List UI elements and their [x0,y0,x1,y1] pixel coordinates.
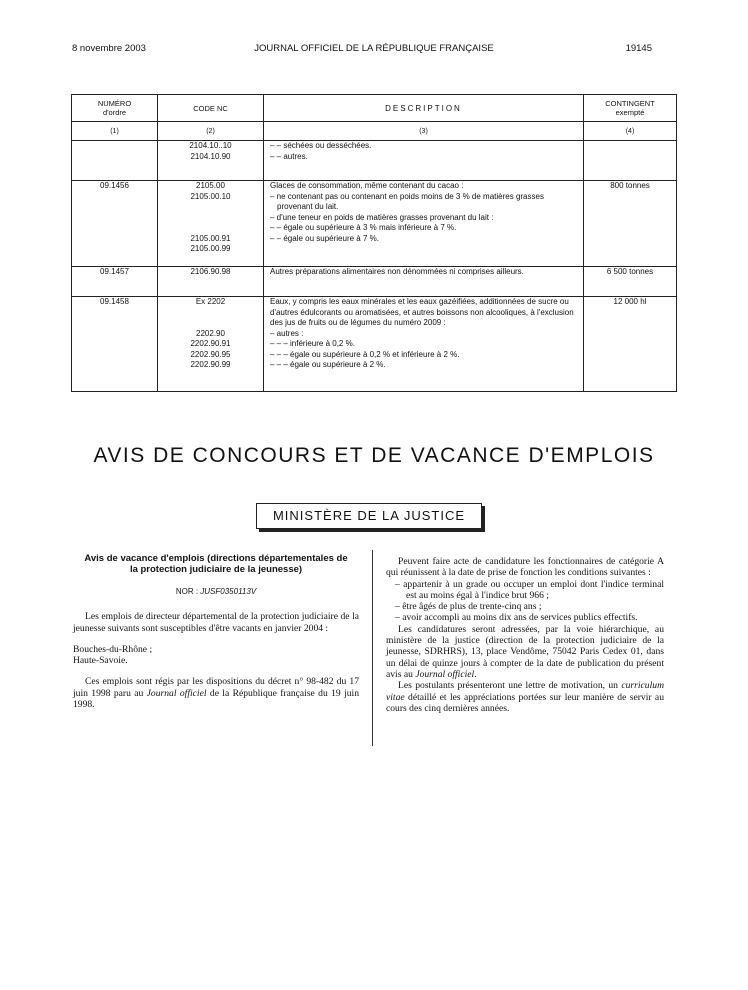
col-number: (3) [264,122,584,141]
col-header-description: DESCRIPTION [264,95,584,122]
code-nc: 2105.00 [196,181,225,190]
code-nc: 2104.10.90 [190,151,231,161]
text-run: . [474,668,477,680]
desc-line: Glaces de consommation, même contenant du cacao : [270,181,464,190]
text-run: détaillé et les appréciations portées sur leur manière de servir au cours des cinq dernières années. [386,691,664,714]
notice-title: Avis de vacance d'emplois (directions départementales de la protection judiciaire de la jeunesse) [84,553,348,575]
text-run: Ces emplois sont régis par les dispositions du décret n° 98-482 du 17 juin 1998 paru au [73,676,359,699]
row-contingent [584,141,677,181]
section-title: AVIS DE CONCOURS ET DE VACANCE D'EMPLOIS [93,444,655,467]
nor-label: NOR : [175,587,201,596]
notice-left-column [73,553,359,710]
row-numero: 09.1458 [72,297,158,392]
text-run-italic: Journal officiel [415,668,475,680]
desc-line: – – – égale ou supérieure à 0,2 % et inférieure à 2 %. [270,349,460,359]
department-item: Bouches-du-Rhône ; [73,643,153,655]
row-description [264,297,584,392]
code-nc: Ex 2202 [195,297,226,306]
column-divider [372,550,373,746]
code-nc: 2106.90.98 [190,267,231,276]
desc-line: Eaux, y compris les eaux minérales et les eaux gazéifiées, additionnées de sucre ou d'autres édulcorants ou aromatisées, et autres boissons non alcooliques, à l'exclusion des jus de fruits ou de légumes du numéro 2009 : [270,297,574,327]
table-row [72,141,677,181]
row-description [264,141,584,181]
notice-paragraph [386,624,664,680]
desc-line: – – égale ou supérieure à 7 %. [270,233,379,243]
row-codes [158,181,264,267]
col-header-code: CODE NC [158,95,264,122]
desc-line: – – égale ou supérieure à 3 % mais inférieure à 7 %. [270,223,457,232]
code-nc: 2202.90.91 [190,339,231,348]
page-number: 19145 [625,43,652,54]
nor-value: JUSF0350113V [200,587,257,596]
condition-item: – appartenir à un grade ou occuper un emploi dont l'indice terminal est au moins égal à l'indice brut 966 ; [395,578,664,601]
code-nc: 2105.00.99 [190,244,231,253]
table-number-row [72,122,677,141]
row-contingent: 12 000 hl [584,297,677,392]
code-nc: 2202.90 [196,328,225,338]
code-nc: 2202.90.95 [190,349,231,359]
code-nc: 2104.10..10 [189,141,232,150]
desc-line: – d'une teneur en poids de matières grasses provenant du lait : [270,212,494,222]
desc-line: – – séchées ou desséchées. [270,141,372,150]
department-item: Haute-Savoie. [73,655,128,667]
row-description [264,267,584,297]
table-row [72,181,677,267]
row-numero: 09.1456 [72,181,158,267]
nor-reference [73,586,359,597]
row-numero: 09.1457 [72,267,158,297]
text-run-italic: curriculum vitae [386,680,664,703]
desc-line: – – – inférieure à 0,2 %. [270,339,355,348]
notice-right-column [386,556,664,714]
row-codes [158,297,264,392]
condition-item: – avoir accompli au moins dix ans de services publics effectifs. [395,612,638,624]
desc-line: – autres : [270,328,304,338]
desc-line: – – – égale ou supérieure à 2 %. [270,360,386,369]
row-contingent: 800 tonnes [584,181,677,267]
code-nc: 2105.00.91 [190,233,231,243]
desc-line: Autres préparations alimentaires non dénommées ni comprises ailleurs. [270,267,524,276]
notice-paragraph [73,676,359,710]
row-codes [158,141,264,181]
desc-line: – ne contenant pas ou contenant en poids moins de 3 % de matières grasses provenant du lait. [270,191,544,211]
notice-paragraph: Peuvent faire acte de candidature les fonctionnaires de catégorie A qui réunissent à la date de prise de fonction les conditions suivantes : [386,556,664,579]
table-row [72,267,677,297]
row-numero [72,141,158,181]
col-number: (4) [584,122,677,141]
text-run: de la République française du 19 juin 1998. [73,687,360,711]
condition-item: – être âgés de plus de trente-cinq ans ; [395,601,542,613]
row-contingent: 6 500 tonnes [584,267,677,297]
row-description [264,181,584,267]
header-date: 8 novembre 2003 [72,43,146,54]
text-run: Les candidatures seront adressées, par la voie hiérarchique, au ministère de la justice (direction de la protection judiciaire de la jeunesse, SDRHRS), 13, place Vendôme, 75042 Paris Cedex 01, dans un délai de quinze jours à compter de la date de publication du présent avis au [386,623,664,680]
col-header-contingent: CONTINGENT exempté [584,95,677,122]
code-nc: 2105.00.10 [190,191,231,201]
col-number: (2) [158,122,264,141]
text-run-italic: Journal officiel [146,687,207,699]
col-number: (1) [72,122,158,141]
table-row [72,297,677,392]
text-run: Les postulants présenteront une lettre de motivation, un [398,680,622,692]
col-header-numero: NUMÉRO d'ordre [72,95,158,122]
ministry-box: MINISTÈRE DE LA JUSTICE [256,503,482,529]
table-header-row [72,95,677,122]
journal-title: JOURNAL OFFICIEL DE LA RÉPUBLIQUE FRANÇAISE [254,43,494,54]
row-codes [158,267,264,297]
notice-paragraph [386,680,664,714]
notice-paragraph: Les emplois de directeur départemental de la protection judiciaire de la jeunesse suivants sont susceptibles d'être vacants en janvier 2004 : [73,611,359,634]
desc-line: – – autres. [270,151,308,161]
tariff-table [71,94,677,392]
code-nc: 2202.90.99 [190,360,231,369]
